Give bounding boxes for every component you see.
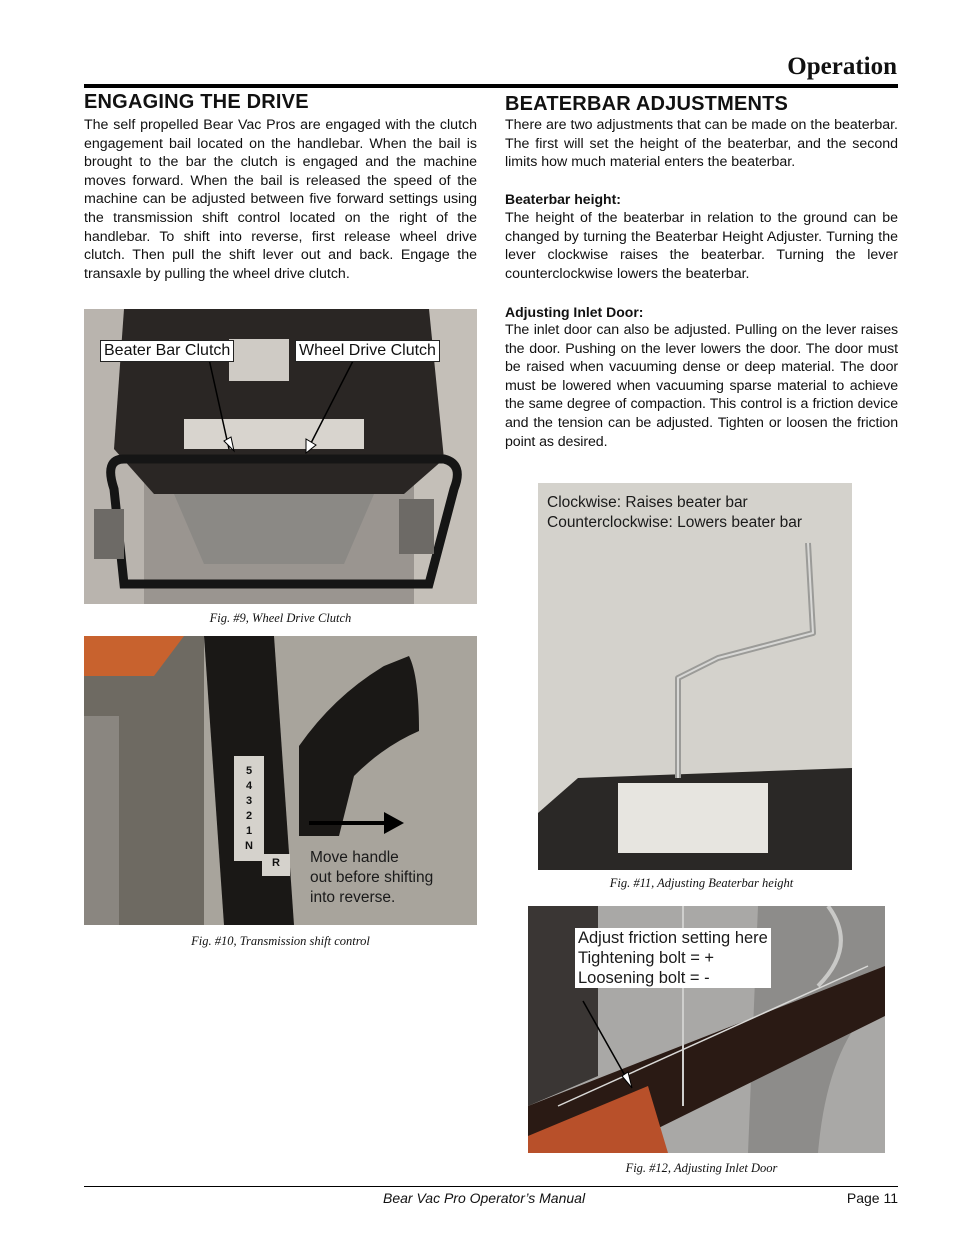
gear-label: 4 [245, 780, 253, 792]
fig9-label-wheel-drive-clutch: Wheel Drive Clutch [295, 340, 440, 362]
gear-label: 1 [245, 825, 253, 837]
page-title: Operation [787, 53, 897, 80]
gear-label: 5 [245, 765, 253, 777]
fig10-photo [84, 636, 477, 925]
fig10-overlay-text [310, 848, 433, 908]
fig12-overlay-text [575, 928, 771, 988]
engaging-drive-paragraph: The self propelled Bear Vac Pros are engaged with the clutch engagement bail located on the handlebar. When the bail is brought to the bar the clutch is engaged and the machine moves forward. When the bail is released the speed of the machine can be adjusted between five forward settings using the transmission shift control located on the right of the handlebar. To shift into reverse, first release wheel drive clutch. Then pull the shift lever out and back. Engage the transaxle by pulling the wheel drive clutch. [84, 117, 477, 282]
fig10-gear-labels [239, 764, 259, 854]
fig9-photo [84, 309, 477, 604]
overlay-line: out before shifting [310, 869, 434, 886]
fig9-label-beater-bar-clutch: Beater Bar Clutch [100, 340, 234, 362]
gear-label: N [245, 840, 253, 852]
fig12-caption: Fig. #12, Adjusting Inlet Door [625, 1161, 778, 1175]
beaterbar-intro-paragraph: There are two adjustments that can be made on the beaterbar. The first will set the height of the beaterbar, and the second limits how much material enters the beaterbar. [505, 117, 898, 171]
footer-rule [84, 1186, 898, 1187]
fig9-caption: Fig. #9, Wheel Drive Clutch [209, 611, 352, 625]
fig12-photo [528, 906, 885, 1153]
engaging-drive-heading: ENGAGING THE DRIVE [84, 91, 309, 113]
overlay-line: Adjust friction setting here [578, 929, 768, 947]
inlet-door-paragraph: The inlet door can also be adjusted. Pulling on the lever raises the door. Pushing on the lever lowers the door. The door must be raised when vacuuming dense or deep material. The door must be lowered when vacuuming sparse material to achieve the same degree of compaction. This control is a friction device and the tension can be adjusted. Tighten or loosen the friction point as desired. [505, 322, 898, 450]
overlay-line: Loosening bolt = - [578, 969, 710, 987]
fig11-photo [538, 483, 852, 870]
fig11-overlay-text [547, 493, 802, 533]
beaterbar-height-subheading: Beaterbar height: [505, 191, 621, 207]
overlay-line: Clockwise: Raises beater bar [547, 494, 748, 511]
overlay-line: into reverse. [310, 889, 396, 906]
fig10-caption: Fig. #10, Transmission shift control [191, 934, 370, 948]
inlet-door-subheading: Adjusting Inlet Door: [505, 304, 644, 320]
beaterbar-adjustments-heading: BEATERBAR ADJUSTMENTS [505, 93, 789, 115]
fig10-reverse-label: R [272, 857, 280, 869]
overlay-line: Move handle [310, 849, 399, 866]
footer-manual-title: Bear Vac Pro Operator’s Manual [383, 1190, 586, 1206]
overlay-line: Tightening bolt = + [578, 949, 715, 967]
footer-page-number: Page 11 [846, 1190, 898, 1206]
header-rule [84, 84, 898, 88]
fig11-caption: Fig. #11, Adjusting Beaterbar height [609, 876, 794, 890]
beaterbar-height-paragraph: The height of the beaterbar in relation to the ground can be changed by turning the Beaterbar Height Adjuster. Turning the lever clockwise raises the beaterbar. Turning the lever counterclockwise lowers the beaterbar. [505, 210, 898, 282]
gear-label: 2 [245, 810, 253, 822]
overlay-line: Counterclockwise: Lowers beater bar [547, 514, 803, 531]
gear-label: 3 [245, 795, 253, 807]
